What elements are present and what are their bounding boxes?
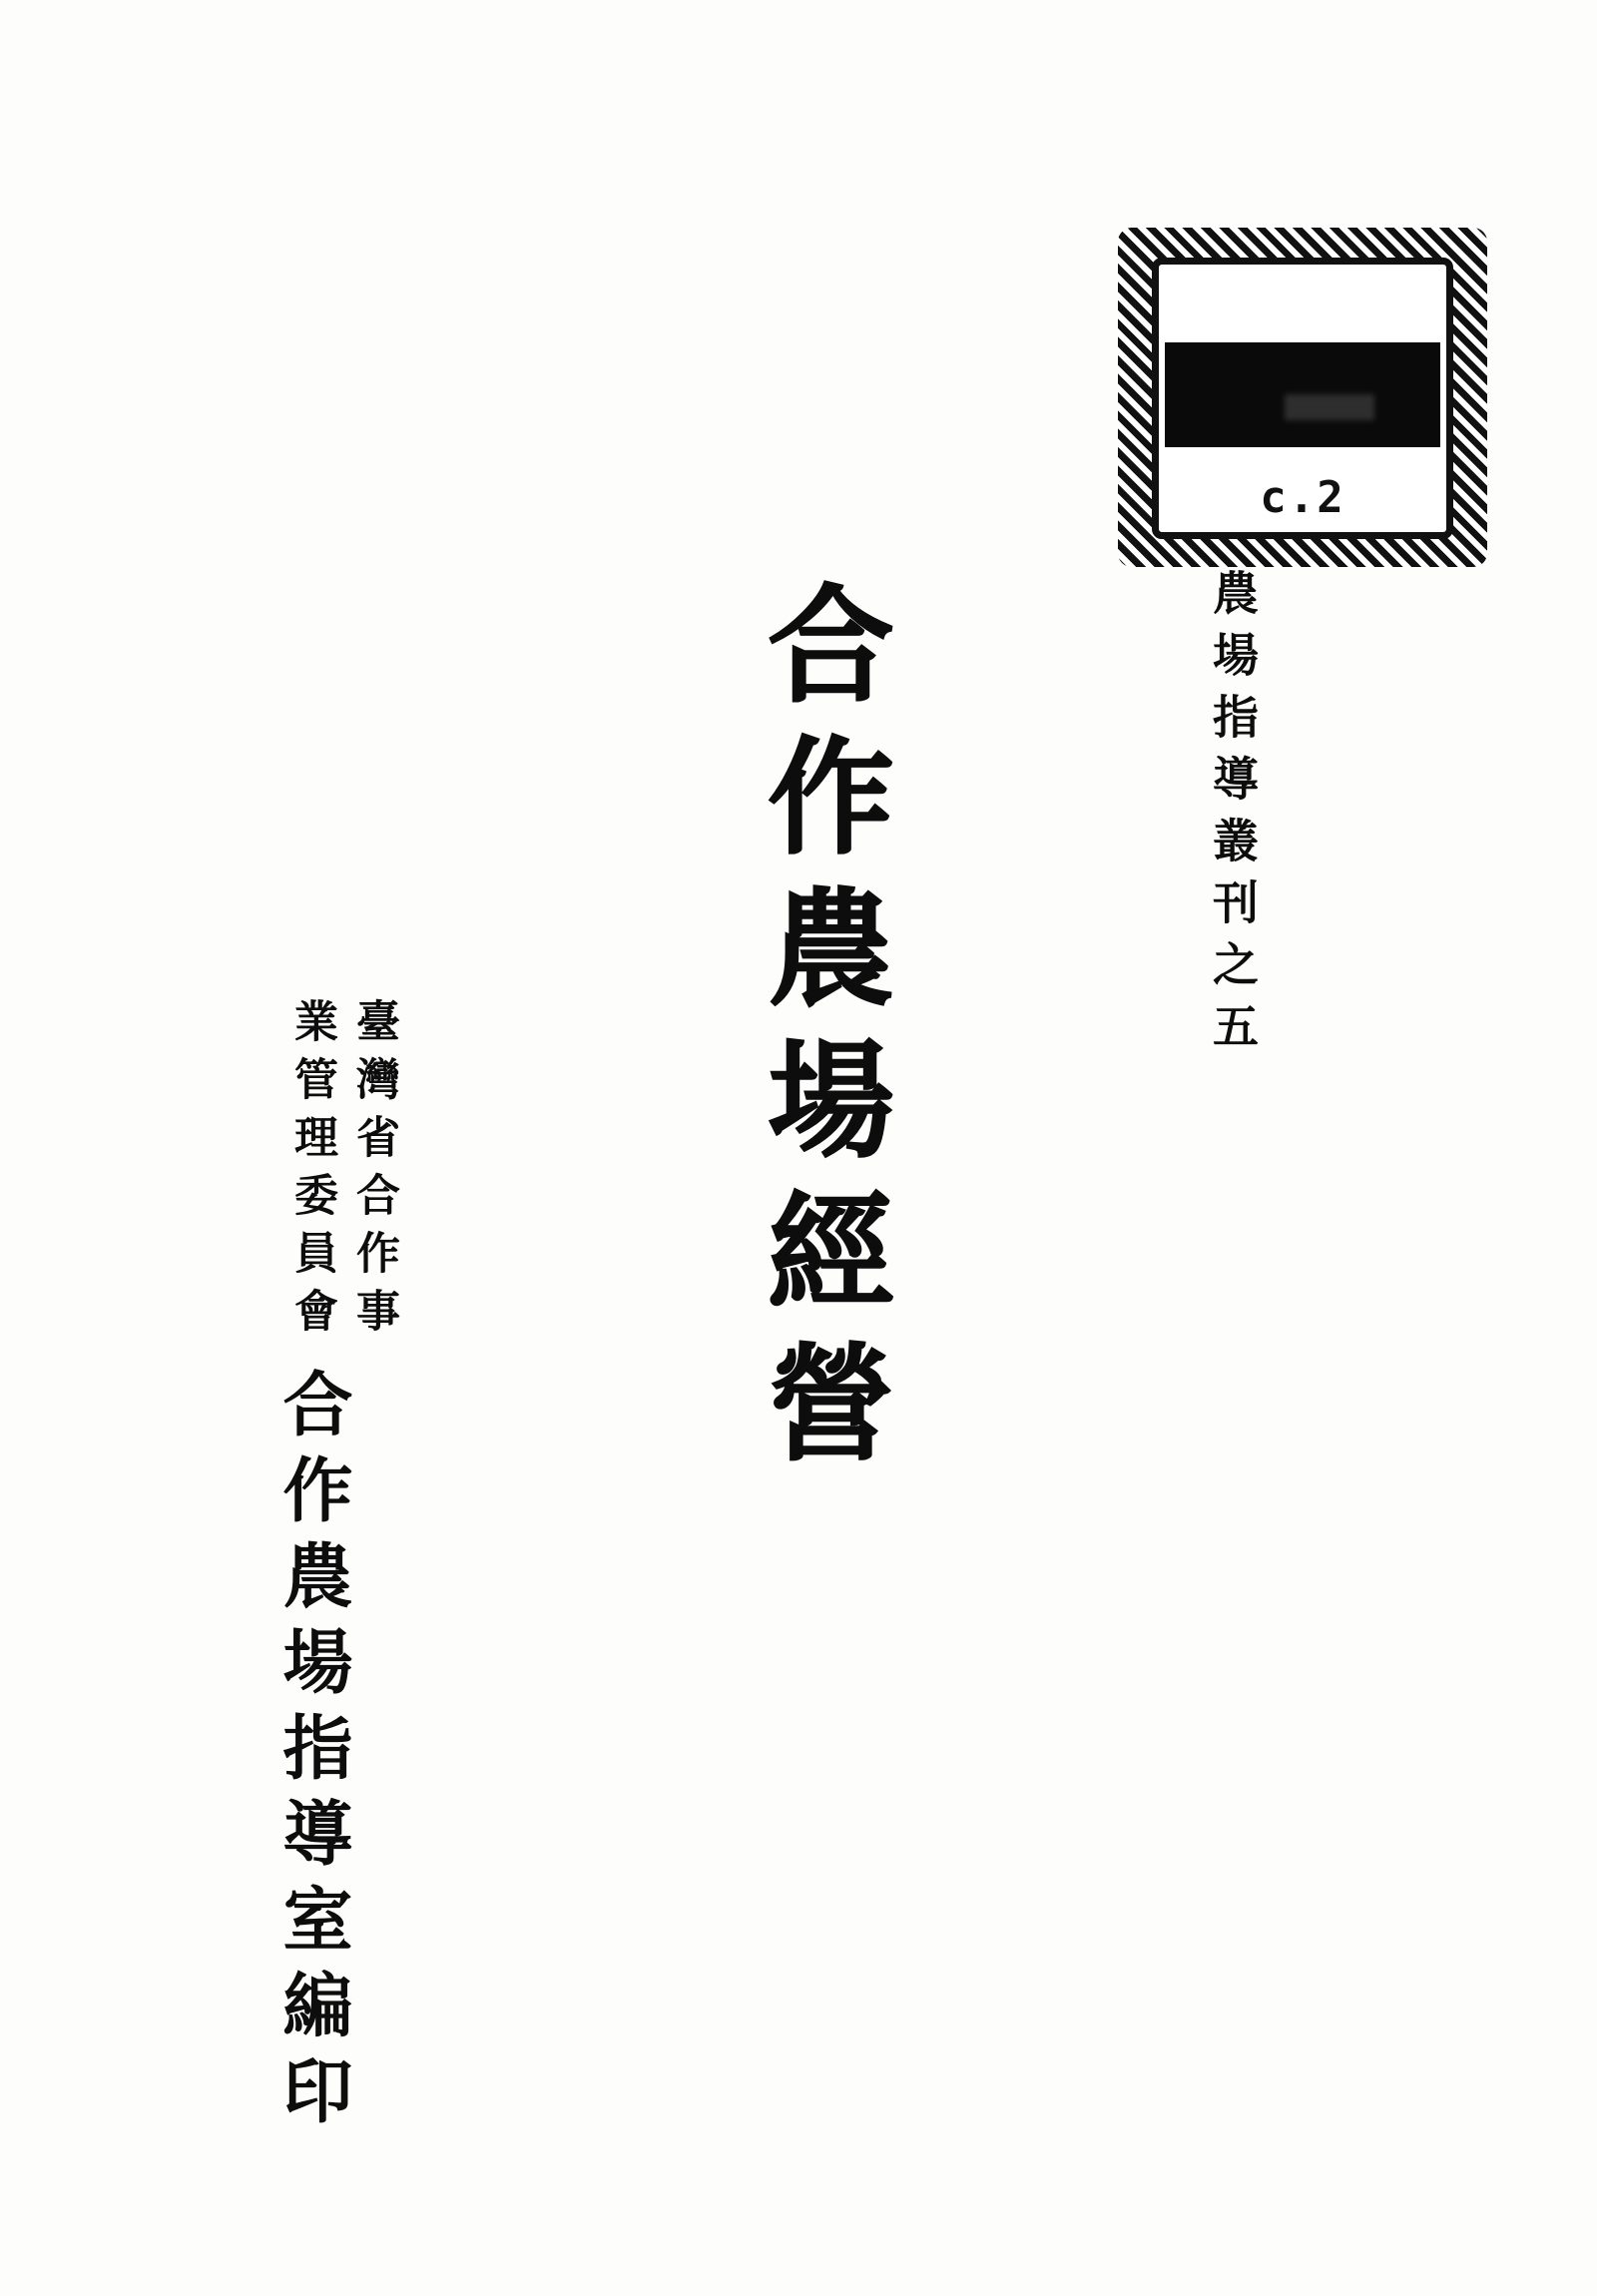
stamp-inner-field <box>1152 258 1453 539</box>
library-stamp <box>1118 228 1487 567</box>
imprint-statement: 合作農場指導室編印 <box>271 1368 354 2140</box>
publisher-name-column-1: 臺灣省合作事 <box>348 998 399 1346</box>
stamp-obscured-bar <box>1165 342 1440 447</box>
stamp-call-number: c.2 <box>1260 472 1345 523</box>
series-statement: 農場指導叢刊之五 <box>1206 569 1260 1064</box>
page-title: 合作農場經營 <box>748 579 895 1489</box>
publisher-name-column-2: 業管理委員會 <box>286 998 337 1346</box>
